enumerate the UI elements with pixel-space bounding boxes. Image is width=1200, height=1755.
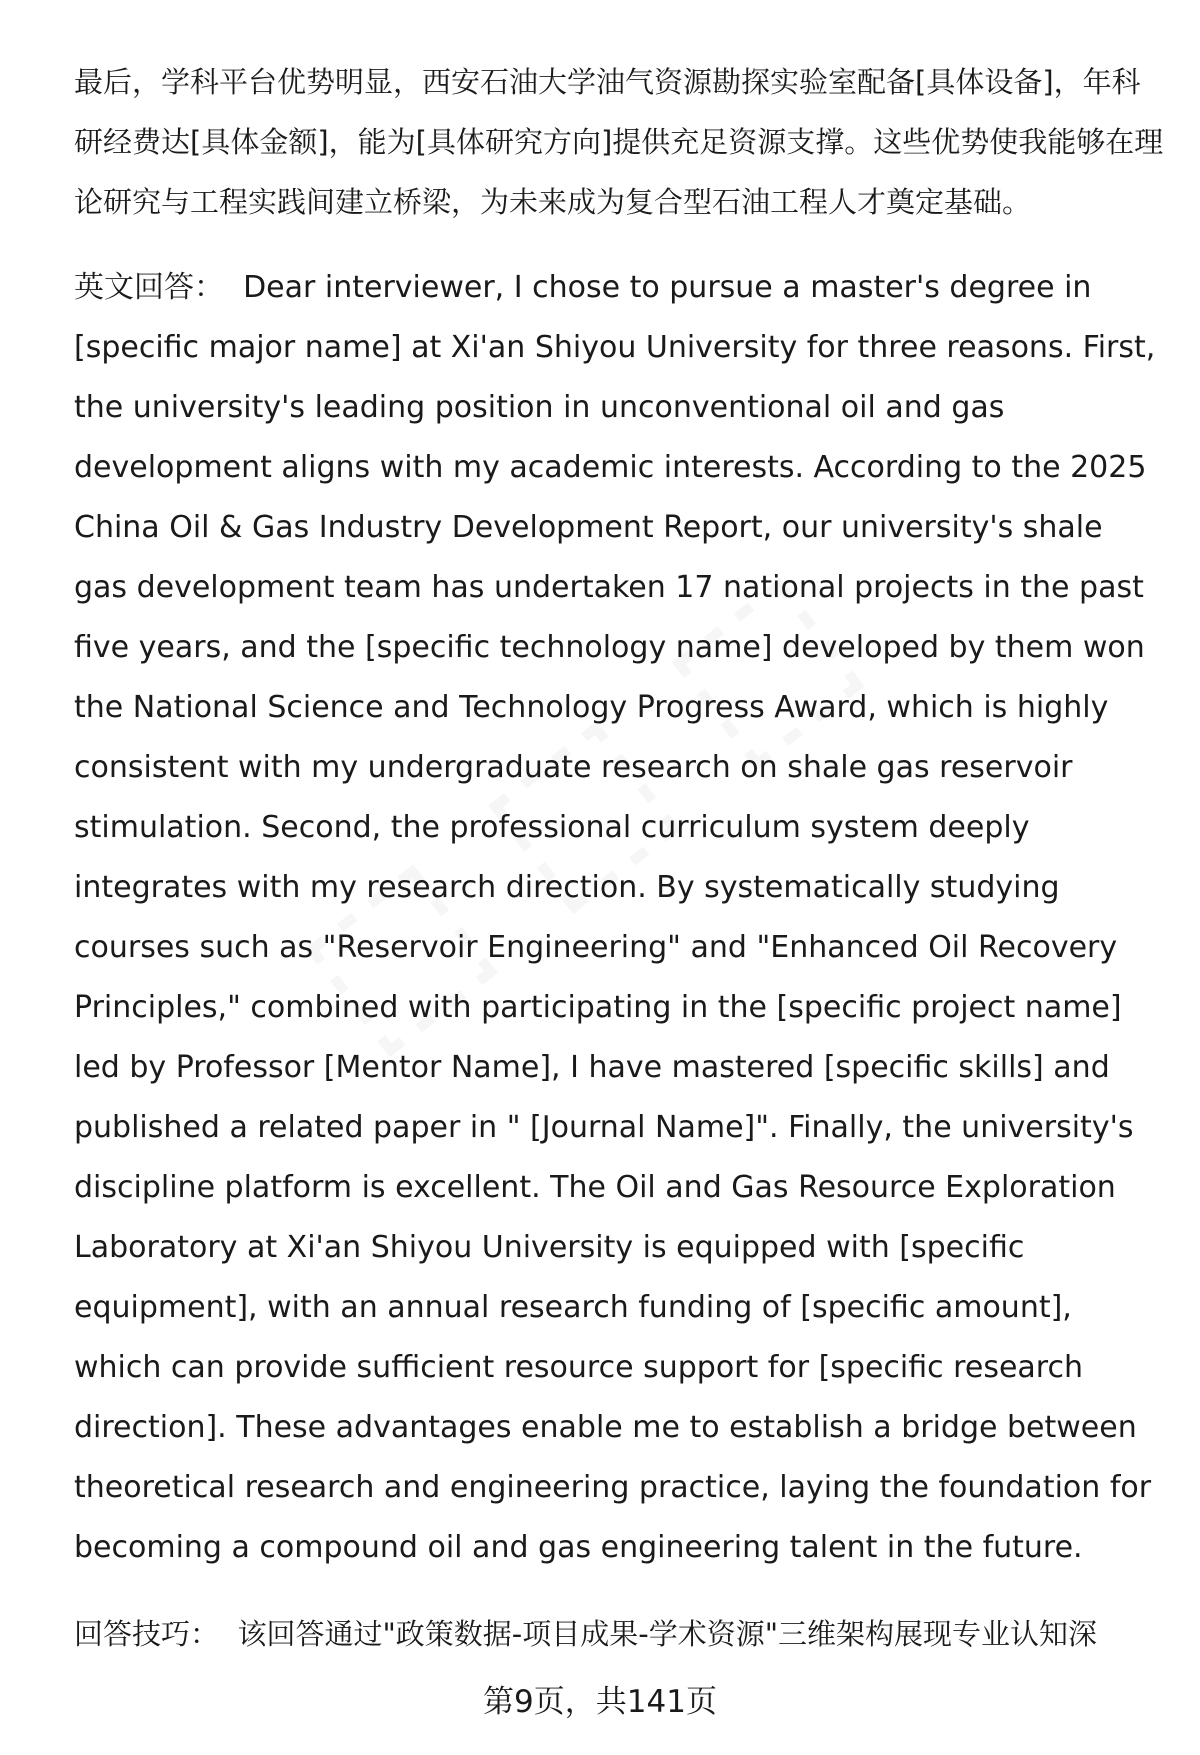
document-body	[74, 52, 1164, 1690]
answer-tips-text: 该回答通过"政策数据-项目成果-学术资源"三维架构展现专业认知深	[237, 1617, 1098, 1651]
closing-chinese-paragraph	[74, 52, 1164, 232]
english-answer-label: 英文回答：	[74, 270, 244, 305]
english-answer-paragraph	[74, 258, 1164, 1578]
answer-tips-paragraph	[74, 1604, 1164, 1664]
paragraph-text: 最后，学科平台优势明显，西安石油大学油气资源勘探实验室配备[具体设备]，年科研经费达[具体金额]，能为[具体研究方向]提供充足资源支撑。这些优势使我能够在理论研究与工程实践间建立桥梁，为未来成为复合型石油工程人才奠定基础。	[74, 65, 1164, 219]
answer-tips-label: 回答技巧：	[74, 1617, 238, 1651]
english-answer-text: Dear interviewer, I chose to pursue a master's degree in [specific major name] at Xi'an Shiyou University for three reasons. First, the university's leading position in unconventional oil and gas development aligns with my academic interests. According to the 2025 China Oil & Gas Industry Development Report, our university's shale gas development team has undertaken 17 national projects in the past five years, and the [specific technology name] developed by them won the National Science and Technology Progress Award, which is highly consistent with my undergraduate research on shale gas reservoir stimulation. Second, the professional curriculum system deeply integrates with my research direction. By systematically studying courses such as "Reservoir Engineering" and "Enhanced Oil Recovery Principles," combined with participating in the [specific project name] led by Professor [Mentor Name], I have mastered [specific skills] and published a related paper in " [Journal Name]". Finally, the university's discipline platform is excellent. The Oil and Gas Resource Exploration Laboratory at Xi'an Shiyou University is equipped with [specific equipment], with an annual research funding of [specific amount], which can provide sufficient resource support for [specific research direction]. These advantages enable me to establish a bridge between theoretical research and engineering practice, laying the foundation for becoming a compound oil and gas engineering talent in the future.	[74, 270, 1156, 1565]
page-number-footer: 第9页，共141页	[483, 1684, 717, 1720]
